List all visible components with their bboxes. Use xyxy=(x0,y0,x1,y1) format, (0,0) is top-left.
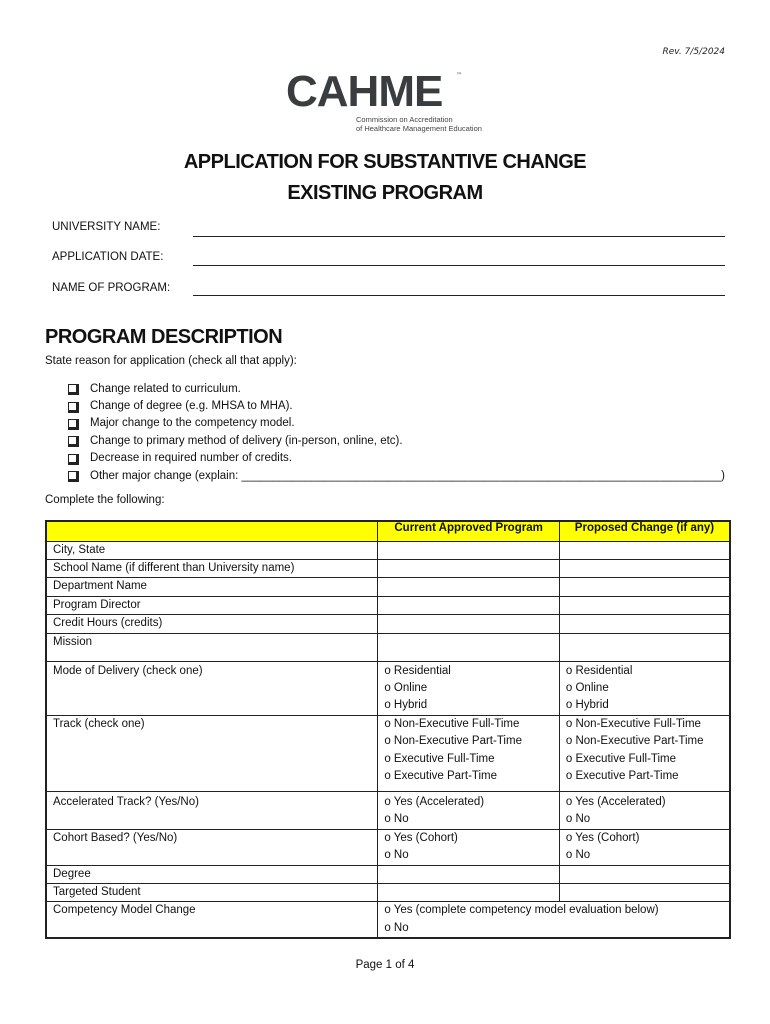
table-row xyxy=(46,596,730,614)
row-label-mode-of-delivery: Mode of Delivery (check one) xyxy=(46,661,378,715)
row-label-director: Program Director xyxy=(46,596,378,614)
logo-subtitle-line2: of Healthcare Management Education xyxy=(356,124,482,133)
table-row xyxy=(46,559,730,577)
header-current-program: Current Approved Program xyxy=(378,521,560,541)
row-label-track: Track (check one) xyxy=(46,715,378,791)
university-name-label: UNIVERSITY NAME: xyxy=(52,221,161,233)
cell-current-director[interactable] xyxy=(378,596,560,614)
document-title-line2: EXISTING PROGRAM xyxy=(287,182,483,204)
cell-current-credit-hours[interactable] xyxy=(378,615,560,633)
table-row xyxy=(46,541,730,559)
option-non-exec-full-time[interactable]: o Non-Executive Full-Time xyxy=(565,717,701,730)
logo-subtitle-line1: Commission on Accreditation xyxy=(356,115,453,124)
option-hybrid[interactable]: o Hybrid xyxy=(565,699,609,712)
checklist-item[interactable]: Other major change (explain: ___________________________________________________________________________) xyxy=(68,467,725,484)
cell-proposed-track-options[interactable] xyxy=(559,715,730,791)
cell-proposed-school[interactable] xyxy=(559,559,730,577)
cell-proposed-mode-options[interactable] xyxy=(559,661,730,715)
row-label-city: City, State xyxy=(46,541,378,559)
checklist-item[interactable]: Decrease in required number of credits. xyxy=(68,450,725,467)
checklist-item[interactable]: Change to primary method of delivery (in-person, online, etc). xyxy=(68,432,725,449)
row-label-mission: Mission xyxy=(46,633,378,661)
checklist-item[interactable]: Change of degree (e.g. MHSA to MHA). xyxy=(68,397,725,414)
row-label-credit-hours: Credit Hours (credits) xyxy=(46,615,378,633)
cell-proposed-degree[interactable] xyxy=(559,865,730,883)
option-non-exec-part-time[interactable]: o Non-Executive Part-Time xyxy=(565,735,704,748)
cell-competency-options[interactable] xyxy=(378,902,730,938)
document-title-line1: APPLICATION FOR SUBSTANTIVE CHANGE xyxy=(183,151,587,173)
cell-current-mode-options[interactable] xyxy=(378,661,560,715)
logo-trademark: ™ xyxy=(456,72,462,79)
reason-checklist xyxy=(68,380,725,484)
option-yes-accelerated[interactable]: o Yes (Accelerated) xyxy=(565,795,666,808)
option-yes-accelerated[interactable]: o Yes (Accelerated) xyxy=(384,795,485,808)
option-no[interactable]: o No xyxy=(384,921,409,934)
cell-current-track-options[interactable] xyxy=(378,715,560,791)
cell-current-degree[interactable] xyxy=(378,865,560,883)
option-exec-full-time[interactable]: o Executive Full-Time xyxy=(384,752,495,765)
row-label-accelerated: Accelerated Track? (Yes/No) xyxy=(46,791,378,829)
cell-proposed-credit-hours[interactable] xyxy=(559,615,730,633)
cell-proposed-cohort[interactable] xyxy=(559,829,730,865)
logo-wordmark: CAHME xyxy=(286,67,443,116)
cell-current-department[interactable] xyxy=(378,578,560,596)
option-yes-cohort[interactable]: o Yes (Cohort) xyxy=(565,831,640,844)
table-row xyxy=(46,883,730,901)
table-row xyxy=(46,615,730,633)
cahme-logo xyxy=(286,67,486,136)
table-row xyxy=(46,715,730,791)
cell-proposed-mission[interactable] xyxy=(559,633,730,661)
option-exec-part-time[interactable]: o Executive Part-Time xyxy=(384,769,498,782)
option-no[interactable]: o No xyxy=(565,813,591,826)
option-no[interactable]: o No xyxy=(384,848,409,861)
program-name-label: NAME OF PROGRAM: xyxy=(52,282,171,294)
header-proposed-change: Proposed Change (if any) xyxy=(559,521,730,541)
row-label-department: Department Name xyxy=(46,578,378,596)
header-blank-cell xyxy=(46,521,378,541)
option-yes-competency[interactable]: o Yes (complete competency model evaluation below) xyxy=(384,904,659,917)
checklist-item[interactable]: Change related to curriculum. xyxy=(68,380,725,397)
row-label-school: School Name (if different than University name) xyxy=(46,559,378,577)
instruction-text: State reason for application (check all that apply): xyxy=(45,355,297,367)
program-details-table xyxy=(45,520,731,939)
option-online[interactable]: o Online xyxy=(384,681,428,694)
table-row xyxy=(46,829,730,865)
option-non-exec-full-time[interactable]: o Non-Executive Full-Time xyxy=(384,717,520,730)
checkbox-icon[interactable] xyxy=(68,454,77,463)
university-name-field[interactable] xyxy=(193,236,725,237)
table-row xyxy=(46,865,730,883)
option-hybrid[interactable]: o Hybrid xyxy=(384,699,428,712)
cell-proposed-accelerated[interactable] xyxy=(559,791,730,829)
section-heading: PROGRAM DESCRIPTION xyxy=(45,326,283,348)
page-number: Page 1 of 4 xyxy=(355,959,415,971)
cell-proposed-targeted-student[interactable] xyxy=(559,883,730,901)
cell-current-mission[interactable] xyxy=(378,633,560,661)
table-row xyxy=(46,578,730,596)
row-label-cohort: Cohort Based? (Yes/No) xyxy=(46,829,378,865)
cell-proposed-city[interactable] xyxy=(559,541,730,559)
complete-instruction: Complete the following: xyxy=(45,494,165,506)
application-date-label: APPLICATION DATE: xyxy=(52,251,164,263)
option-yes-cohort[interactable]: o Yes (Cohort) xyxy=(384,831,458,844)
row-label-degree: Degree xyxy=(46,865,378,883)
option-residential[interactable]: o Residential xyxy=(565,664,633,677)
table-row xyxy=(46,633,730,661)
option-online[interactable]: o Online xyxy=(565,681,609,694)
option-exec-part-time[interactable]: o Executive Part-Time xyxy=(565,769,679,782)
cell-current-accelerated[interactable] xyxy=(378,791,560,829)
application-date-field[interactable] xyxy=(193,265,725,266)
logo-subtitle xyxy=(356,115,482,133)
table-row xyxy=(46,902,730,938)
cell-proposed-department[interactable] xyxy=(559,578,730,596)
row-label-competency: Competency Model Change xyxy=(46,902,378,938)
revision-date: Rev. 7/5/2024 xyxy=(662,47,725,57)
table-header-row xyxy=(46,521,730,541)
checklist-item[interactable]: Major change to the competency model. xyxy=(68,415,725,432)
option-no[interactable]: o No xyxy=(384,813,409,826)
cell-current-school[interactable] xyxy=(378,559,560,577)
cell-proposed-director[interactable] xyxy=(559,596,730,614)
option-residential[interactable]: o Residential xyxy=(384,664,451,677)
program-name-field[interactable] xyxy=(193,295,725,296)
checkbox-icon[interactable] xyxy=(68,436,77,445)
checkbox-icon[interactable] xyxy=(68,402,77,411)
option-no[interactable]: o No xyxy=(565,848,591,861)
checkbox-icon[interactable] xyxy=(68,419,77,428)
checkbox-icon[interactable] xyxy=(68,471,77,480)
cell-current-cohort[interactable] xyxy=(378,829,560,865)
row-label-targeted-student: Targeted Student xyxy=(46,883,378,901)
table-row xyxy=(46,661,730,715)
checkbox-icon[interactable] xyxy=(68,384,77,393)
option-exec-full-time[interactable]: o Executive Full-Time xyxy=(565,752,677,765)
table-row xyxy=(46,791,730,829)
cell-current-city[interactable] xyxy=(378,541,560,559)
option-non-exec-part-time[interactable]: o Non-Executive Part-Time xyxy=(384,735,522,748)
cell-current-targeted-student[interactable] xyxy=(378,883,560,901)
